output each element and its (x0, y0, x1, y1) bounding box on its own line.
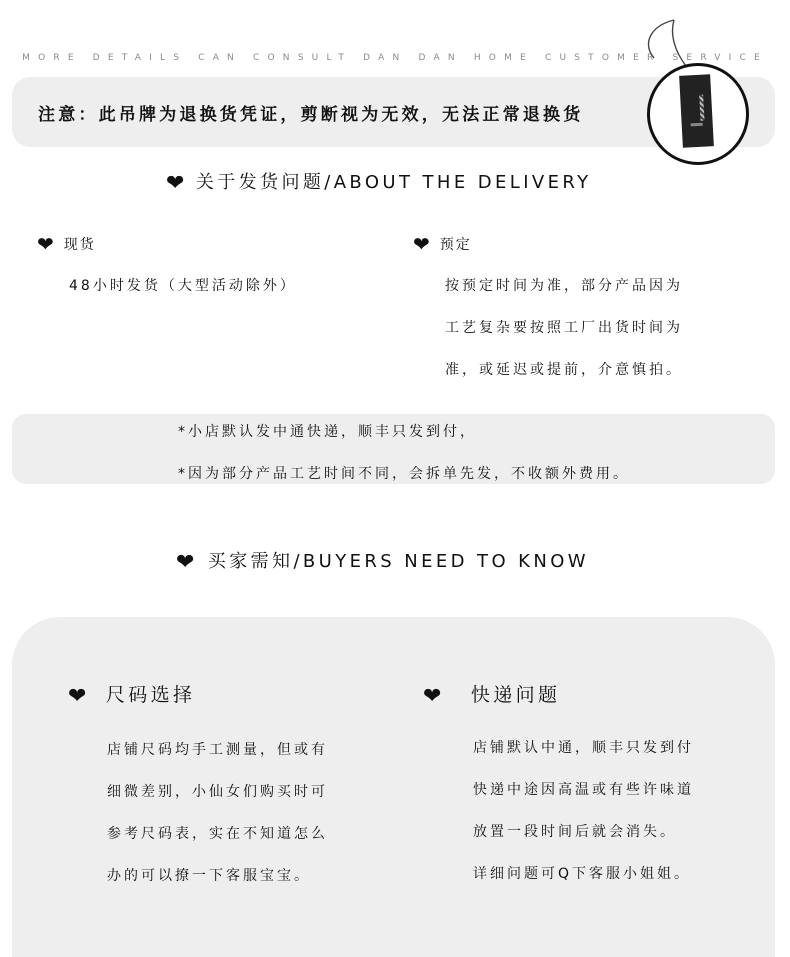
heart-icon: ❤ (37, 232, 56, 256)
express-line: 放置一段时间后就会消失。 (473, 824, 677, 840)
buyers-section-title (176, 547, 589, 575)
shipping-note: *小店默认发中通快递，顺丰只发到付， (178, 424, 477, 440)
in-stock-heading (37, 232, 96, 256)
tag-stripe (699, 95, 704, 121)
express-line: 快递中途因高温或有些许味道 (473, 782, 694, 798)
size-label: 尺码选择 (105, 684, 196, 706)
delivery-section-title (166, 168, 592, 196)
preorder-heading (413, 232, 472, 256)
express-heading (423, 680, 560, 709)
express-line: 店铺默认中通，顺丰只发到付 (473, 740, 694, 756)
in-stock-line: 48小时发货（大型活动除外） (69, 278, 297, 294)
heart-icon: ❤ (176, 550, 198, 575)
size-line: 店铺尺码均手工测量，但或有 (107, 742, 328, 758)
heart-icon: ❤ (413, 232, 432, 256)
delivery-title-text: 关于发货问题/ABOUT THE DELIVERY (195, 172, 592, 193)
in-stock-label: 现货 (63, 237, 96, 253)
express-line: 详细问题可Q下客服小姐姐。 (473, 866, 692, 882)
hang-tag-icon (647, 63, 749, 165)
notice-text: 注意：此吊牌为退换货凭证，剪断视为无效，无法正常退换货 (38, 105, 584, 125)
express-label: 快递问题 (470, 684, 561, 706)
shipping-note: *因为部分产品工艺时间不同，会拆单先发，不收额外费用。 (178, 466, 630, 482)
tagline: MORE DETAILS CAN CONSULT DAN DAN HOME CUSTOMER SERVICE (22, 53, 768, 63)
size-line: 参考尺码表，实在不知道怎么 (107, 826, 328, 842)
preorder-line: 工艺复杂要按照工厂出货时间为 (445, 320, 683, 336)
tag-card (679, 74, 714, 148)
preorder-label: 预定 (439, 237, 472, 253)
preorder-line: 准，或延迟或提前，介意慎拍。 (445, 362, 683, 378)
size-heading (68, 680, 195, 709)
preorder-line: 按预定时间为准，部分产品因为 (445, 278, 683, 294)
tag-label (691, 123, 703, 127)
size-line: 办的可以撩一下客服宝宝。 (107, 868, 311, 884)
heart-icon: ❤ (68, 684, 90, 709)
buyers-title-text: 买家需知/BUYERS NEED TO KNOW (207, 551, 589, 572)
heart-icon: ❤ (423, 684, 445, 709)
heart-icon: ❤ (166, 171, 188, 196)
size-line: 细微差别，小仙女们购买时可 (107, 784, 328, 800)
